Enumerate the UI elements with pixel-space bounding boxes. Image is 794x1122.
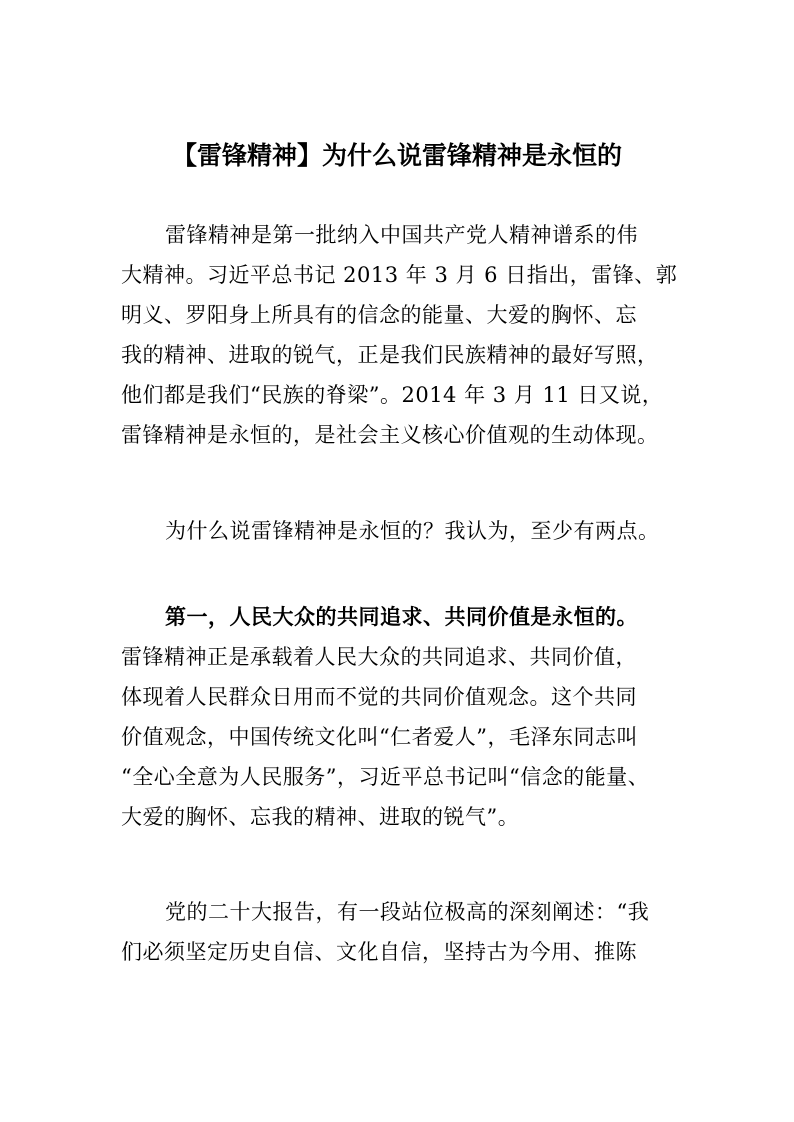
- paragraph-line: 为什么说雷锋精神是永恒的？我认为，至少有两点。: [165, 519, 660, 543]
- paragraph-line: 们必须坚定历史自信、文化自信，坚持古为今用、推陈: [121, 940, 637, 964]
- paragraph-line: 大爱的胸怀、忘我的精神、进取的锐气”。: [121, 805, 520, 829]
- paragraph-point-one: [121, 597, 691, 837]
- paragraph-report: [121, 892, 691, 972]
- paragraph-line: 党的二十大报告，有一段站位极高的深刻阐述：“我: [165, 900, 650, 924]
- paragraph-line: 我的精神、进取的锐气，正是我们民族精神的最好写照，: [121, 343, 659, 367]
- paragraph-line: 体现着人民群众日用而不觉的共同价值观念。这个共同: [121, 685, 637, 709]
- paragraph-question: [121, 511, 691, 551]
- section-heading: 第一，人民大众的共同追求、共同价值是永恒的。: [165, 605, 638, 629]
- paragraph-intro: [121, 215, 691, 455]
- paragraph-line: “全心全意为人民服务”，习近平总书记叫“信念的能量、: [121, 765, 650, 789]
- paragraph-line: 雷锋精神是永恒的，是社会主义核心价值观的生动体现。: [121, 423, 659, 447]
- paragraph-line: 他们都是我们“民族的脊梁”。2014 年 3 月 11 日又说，: [121, 383, 664, 407]
- paragraph-line: 雷锋精神正是承载着人民大众的共同追求、共同价值，: [121, 645, 637, 669]
- paragraph-line: 明义、罗阳身上所具有的信念的能量、大爱的胸怀、忘: [121, 303, 637, 327]
- paragraph-line: 大精神。习近平总书记 2013 年 3 月 6 日指出，雷锋、郭: [121, 263, 678, 287]
- document-title: 【雷锋精神】为什么说雷锋精神是永恒的: [171, 141, 622, 170]
- paragraph-line: 雷锋精神是第一批纳入中国共产党人精神谱系的伟: [165, 223, 638, 247]
- paragraph-line: 价值观念，中国传统文化叫“仁者爱人”，毛泽东同志叫: [121, 725, 638, 749]
